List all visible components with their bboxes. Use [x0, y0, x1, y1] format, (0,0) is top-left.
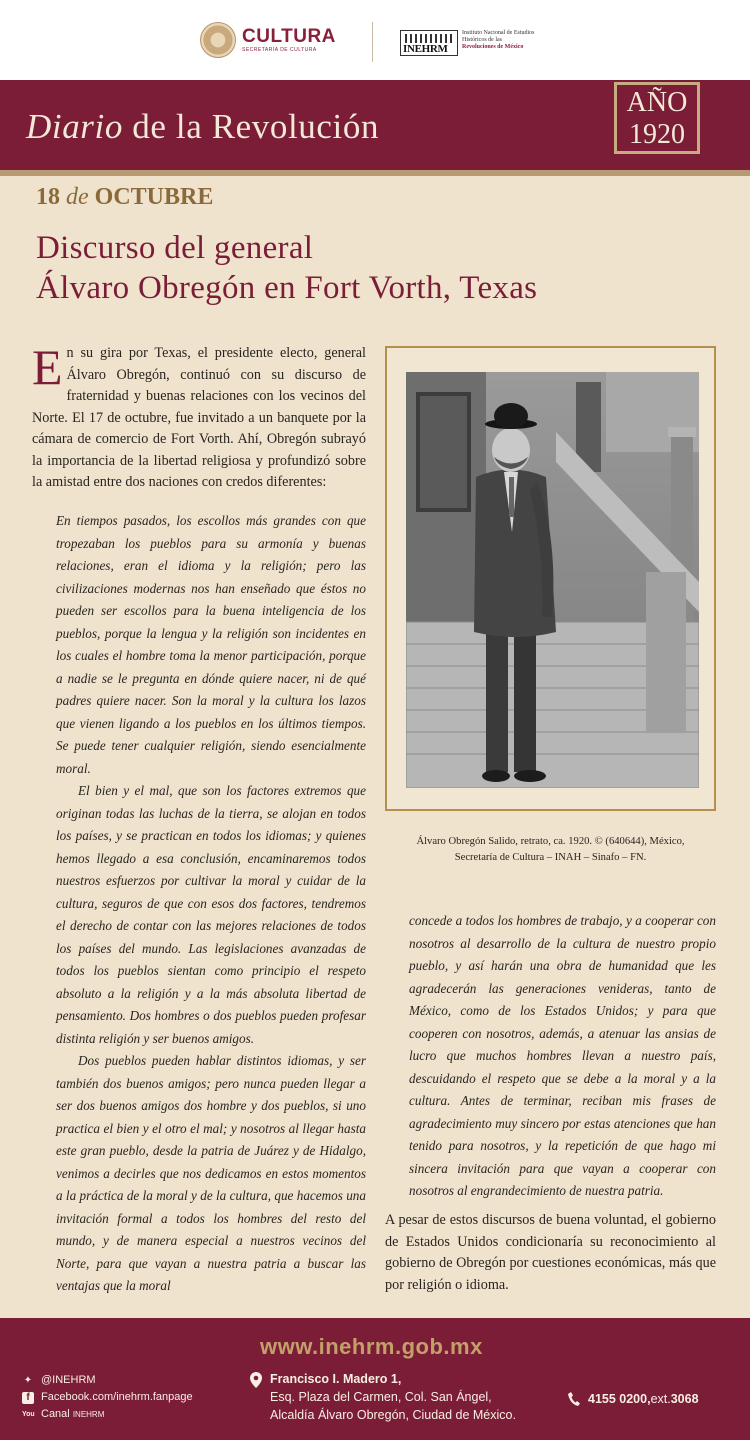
cultura-name: CULTURA — [242, 26, 336, 47]
speech-quote — [56, 510, 366, 1298]
footer — [0, 1318, 750, 1440]
dropcap: E — [32, 339, 63, 395]
photo-frame — [385, 346, 716, 811]
address: Francisco I. Madero 1, Esq. Plaza del Carmen, Col. San Ángel, Alcaldía Álvaro Obregón, Ciudad de México. — [250, 1370, 516, 1424]
cultura-subtitle: SECRETARÍA DE CULTURA — [242, 47, 317, 53]
social-links — [22, 1372, 193, 1423]
speech-paragraph: En tiempos pasados, los escollos más grandes con que tropezaban los pueblos para su armonía y buenas relaciones, eran el idioma y la religión; pero las civilizaciones modernas nos han enseñado que éstos no pueden ser escollos para la buena inteligencia de los pueblos, porque la lengua y la religión son incidentes en los cuales el hombre toma la menor participación, porque a nadie se le pregunta en dónde quiere nacer, ni de qué padres quiere nacer. Son la moral y la cultura los lazos que vienen ligando a los pueblos en los últimos tiempos. Se puede tener cualquier religión, siendo esencialmente moral. — [56, 513, 366, 776]
twitter-link[interactable]: ✦ @INEHRM — [23, 1374, 96, 1386]
speech-paragraph: El bien y el mal, que son los factores extremos que originan todas las luchas de la tierra, se alojan en todos los países, y se practican en todos los idiomas; y quienes hemos llegado a esa conclusión, encaminaremos todos nuestros esfuerzos por cultivar la moral y cuidar de la cultura, seguros de que con esos dos factores, tendremos el derecho de contar con las mejores relaciones de todos los países del mundo. Las legislaciones avanzadas de todos los pueblos sientan como principio el respeto absoluto a la religión y a la más absoluta libertad de pensamiento. Dos hombres o dos pueblos pueden profesar distinta religión y ser buenos amigos. — [56, 783, 366, 1046]
facebook-icon: f — [22, 1392, 34, 1404]
inehrm-name: INEHRM — [403, 43, 448, 55]
logo-divider — [372, 22, 373, 62]
phone-icon — [568, 1392, 580, 1406]
photo-caption: Álvaro Obregón Salido, retrato, ca. 1920. © (640644), México, Secretaría de Cultura – INAH – Sinafo – FN. — [416, 836, 685, 863]
inehrm-logo[interactable] — [400, 30, 552, 56]
top-header — [0, 0, 750, 80]
article-title: Discurso del general Álvaro Obregón en Fort Vorth, Texas — [36, 230, 538, 306]
cultura-logo[interactable] — [200, 22, 336, 58]
masthead-title: Diario de la Revolución — [26, 107, 380, 146]
youtube-icon: You — [22, 1410, 35, 1418]
article-intro: En su gira por Texas, el presidente electo, general Álvaro Obregón, continuó con su discurso de fraternidad y buenas relaciones con los vecinos del Norte. El 17 de octubre, fue invitado a un banquete por la cámara de comercio de Fort Vorth. Ahí, Obregón subrayó la importancia de la libertad religiosa y profundizó sobre la amistad entre dos naciones con credos diferentes: — [32, 339, 366, 490]
speech-continued: concede a todos los hombres de trabajo, y a cooperar con nosotros al desarrollo de la cultura de nuestro propio pueblo, y así harán una obra de humanidad que les agradecerán las generaciones venideras, tanto de México, como de los Estados Unidos; y para que cooperen con nosotros, además, a atenuar las ansias de lucro que muchos hombres llevan a nuestro país, descuidando el respeto que se debe a la moral y a la cultura. Antes de terminar, reciban mis frases de agradecimiento muy sincero por estas atenciones que han tenido para nosotros, y la repetición de que hago mi sincera invitación para que vayan a cooperar con nosotros al engrandecimiento de nuestra patria. — [409, 913, 716, 1198]
year-value: 1920 — [629, 119, 685, 150]
inehrm-building-icon — [400, 30, 458, 56]
article-date: 18 de OCTUBRE — [36, 184, 214, 210]
speech-paragraph: Dos pueblos pueden hablar distintos idiomas, y ser también dos buenos amigos; pero nunca pueden llegar a ser dos buenos amigos dos hombre y dos pueblos, si uno practica el bien y el otro el mal; y nosotros al llegar hasta este gran pueblo, desde la patria de Juárez y de Hidalgo, venimos a decirles que nos dedicamos en estos momentos a la práctica de la moral y de la cultura, que hacemos una invitación formal a todos los hombres del resto del mundo, y de manera especial a nuestros vecinos del Norte, para que vayan a nuestra patria a buscar las ventajas que la moral — [56, 1053, 366, 1293]
facebook-link[interactable]: f Facebook.com/inehrm.fanpage — [22, 1389, 193, 1406]
location-pin-icon — [250, 1372, 262, 1388]
year-label: AÑO — [626, 87, 688, 118]
website-link[interactable]: www.inehrm.gob.mx — [260, 1334, 483, 1359]
youtube-link[interactable]: You Canal INEHRM — [22, 1408, 105, 1420]
portrait-photo — [406, 372, 699, 788]
twitter-icon: ✦ — [23, 1374, 33, 1386]
phone-number[interactable]: 4155 0200, ext. 3068 — [568, 1392, 699, 1406]
article-closing: A pesar de estos discursos de buena voluntad, el gobierno de Estados Unidos condicionaría su reconocimiento al gobierno de Obregón por cuestiones económicas, más que por religión o idioma. — [385, 1212, 716, 1293]
year-badge — [614, 82, 700, 154]
mexico-seal-icon — [200, 22, 236, 58]
inehrm-description: Instituto Nacional de Estudios Históricos de las Revoluciones de México — [462, 30, 535, 50]
